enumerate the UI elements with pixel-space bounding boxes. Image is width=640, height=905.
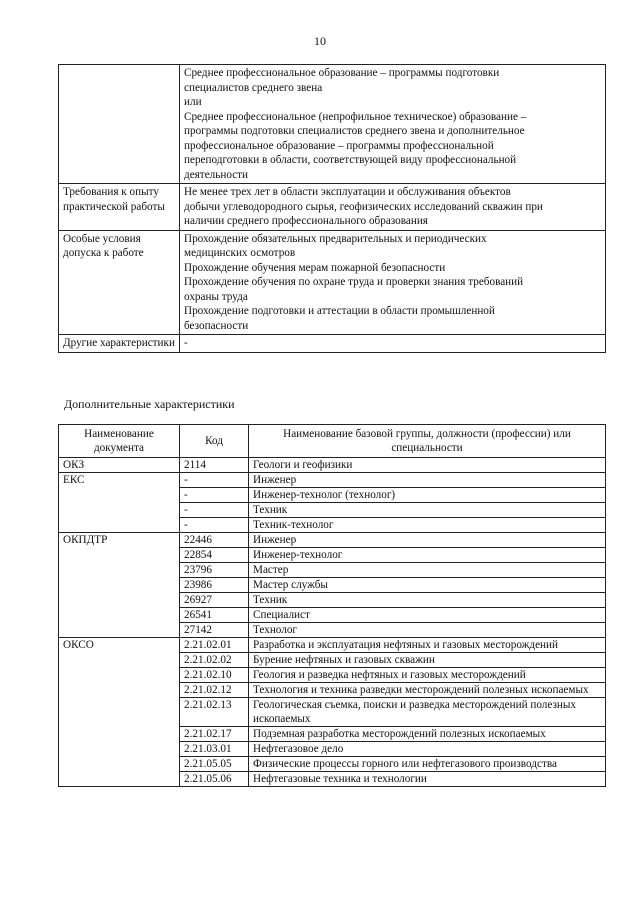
requirement-line: Прохождение обучения по охране труда и проверки знания требований [184, 276, 524, 288]
requirement-value [180, 230, 606, 335]
requirement-label: Другие характеристики [59, 335, 180, 353]
code-cell: 2.21.05.06 [180, 772, 249, 787]
code-cell: 26927 [180, 593, 249, 608]
code-cell: 22446 [180, 533, 249, 548]
name-cell: Геологическая съемка, поиски и разведка месторождений полезных ископаемых [249, 698, 606, 727]
requirement-line: Прохождение подготовки и аттестации в области промышленной [184, 305, 495, 317]
header-document: Наименование документа [59, 425, 180, 458]
requirement-line: Прохождение обязательных предварительных и периодических [184, 232, 487, 245]
requirement-line: Не менее трех лет в области эксплуатации и обслуживания объектов [184, 186, 511, 198]
requirement-line: специалистов среднего звена [184, 81, 323, 94]
requirement-line: деятельности [184, 168, 249, 181]
name-cell: Инженер-технолог [249, 548, 606, 563]
section-title: Дополнительные характеристики [64, 397, 235, 411]
code-cell: 22854 [180, 548, 249, 563]
code-cell: 2.21.05.05 [180, 757, 249, 772]
name-cell: Технолог [249, 623, 606, 638]
requirement-line: безопасности [184, 319, 249, 332]
name-cell: Подземная разработка месторождений полезных ископаемых [249, 727, 606, 742]
code-cell: 2.21.02.17 [180, 727, 249, 742]
requirement-row [59, 184, 606, 231]
code-cell: 2.21.02.13 [180, 698, 249, 727]
code-cell: 2.21.02.02 [180, 653, 249, 668]
code-cell: 2.21.02.01 [180, 638, 249, 653]
code-cell: 2114 [180, 458, 249, 473]
table-header-row [59, 425, 606, 458]
name-cell: Инженер [249, 473, 606, 488]
header-code: Код [180, 425, 249, 458]
document-cell: ЕКС [59, 473, 180, 533]
code-cell: 2.21.03.01 [180, 742, 249, 757]
name-cell: Нефтегазовое дело [249, 742, 606, 757]
requirement-line: Среднее профессиональное образование – программы подготовки [184, 67, 500, 79]
requirement-line: переподготовки в области, соответствующей виду профессиональной [184, 154, 517, 166]
page-number: 10 [314, 34, 326, 48]
document-cell: ОКПДТР [59, 533, 180, 638]
requirements-table [58, 64, 606, 353]
name-cell: Техник-технолог [249, 518, 606, 533]
requirement-line: медицинских осмотров [184, 247, 296, 259]
code-cell: 23986 [180, 578, 249, 593]
code-cell: - [180, 518, 249, 533]
requirement-line: Прохождение обучения мерам пожарной безопасности [184, 261, 446, 274]
table-row [59, 533, 606, 548]
code-cell: - [180, 473, 249, 488]
name-cell: Технология и техника разведки месторождений полезных ископаемых [249, 683, 606, 698]
requirement-label [59, 65, 180, 184]
table-row [59, 473, 606, 488]
requirement-line: профессиональное образование – программы профессиональной [184, 139, 494, 152]
requirement-row [59, 335, 606, 353]
requirement-value [180, 184, 606, 231]
requirement-line: или [184, 96, 202, 108]
name-cell: Специалист [249, 608, 606, 623]
document-cell: ОКСО [59, 638, 180, 787]
header-name: Наименование базовой группы, должности (профессии) или специальности [249, 425, 606, 458]
name-cell: Нефтегазовые техника и технологии [249, 772, 606, 787]
name-cell: Инженер [249, 533, 606, 548]
requirement-line: программы подготовки специалистов среднего звена и дополнительное [184, 125, 525, 137]
name-cell: Разработка и эксплуатация нефтяных и газовых месторождений [249, 638, 606, 653]
requirement-line: Среднее профессиональное (непрофильное техническое) образование – [184, 110, 527, 123]
requirement-line: наличии среднего профессионального образования [184, 215, 428, 227]
name-cell: Инженер-технолог (технолог) [249, 488, 606, 503]
name-cell: Физические процессы горного или нефтегазового производства [249, 757, 606, 772]
requirement-value [180, 335, 606, 353]
requirement-label: Требования к опыту практической работы [59, 184, 180, 231]
code-cell: 2.21.02.10 [180, 668, 249, 683]
table-row [59, 458, 606, 473]
code-cell: - [180, 503, 249, 518]
document-cell: ОКЗ [59, 458, 180, 473]
requirement-row [59, 65, 606, 184]
name-cell: Техник [249, 593, 606, 608]
name-cell: Бурение нефтяных и газовых скважин [249, 653, 606, 668]
requirement-row [59, 230, 606, 335]
name-cell: Геология и разведка нефтяных и газовых месторождений [249, 668, 606, 683]
code-cell: 26541 [180, 608, 249, 623]
code-cell: 27142 [180, 623, 249, 638]
code-cell: - [180, 488, 249, 503]
additional-characteristics-table [58, 424, 606, 787]
code-cell: 23796 [180, 563, 249, 578]
name-cell: Геологи и геофизики [249, 458, 606, 473]
requirement-line: - [184, 337, 188, 349]
name-cell: Мастер службы [249, 578, 606, 593]
requirement-line: охраны труда [184, 290, 248, 303]
table-row [59, 638, 606, 653]
name-cell: Техник [249, 503, 606, 518]
requirement-line: добычи углеводородного сырья, геофизических исследований скважин при [184, 200, 543, 213]
requirement-label: Особые условия допуска к работе [59, 230, 180, 335]
code-cell: 2.21.02.12 [180, 683, 249, 698]
requirement-value [180, 65, 606, 184]
name-cell: Мастер [249, 563, 606, 578]
